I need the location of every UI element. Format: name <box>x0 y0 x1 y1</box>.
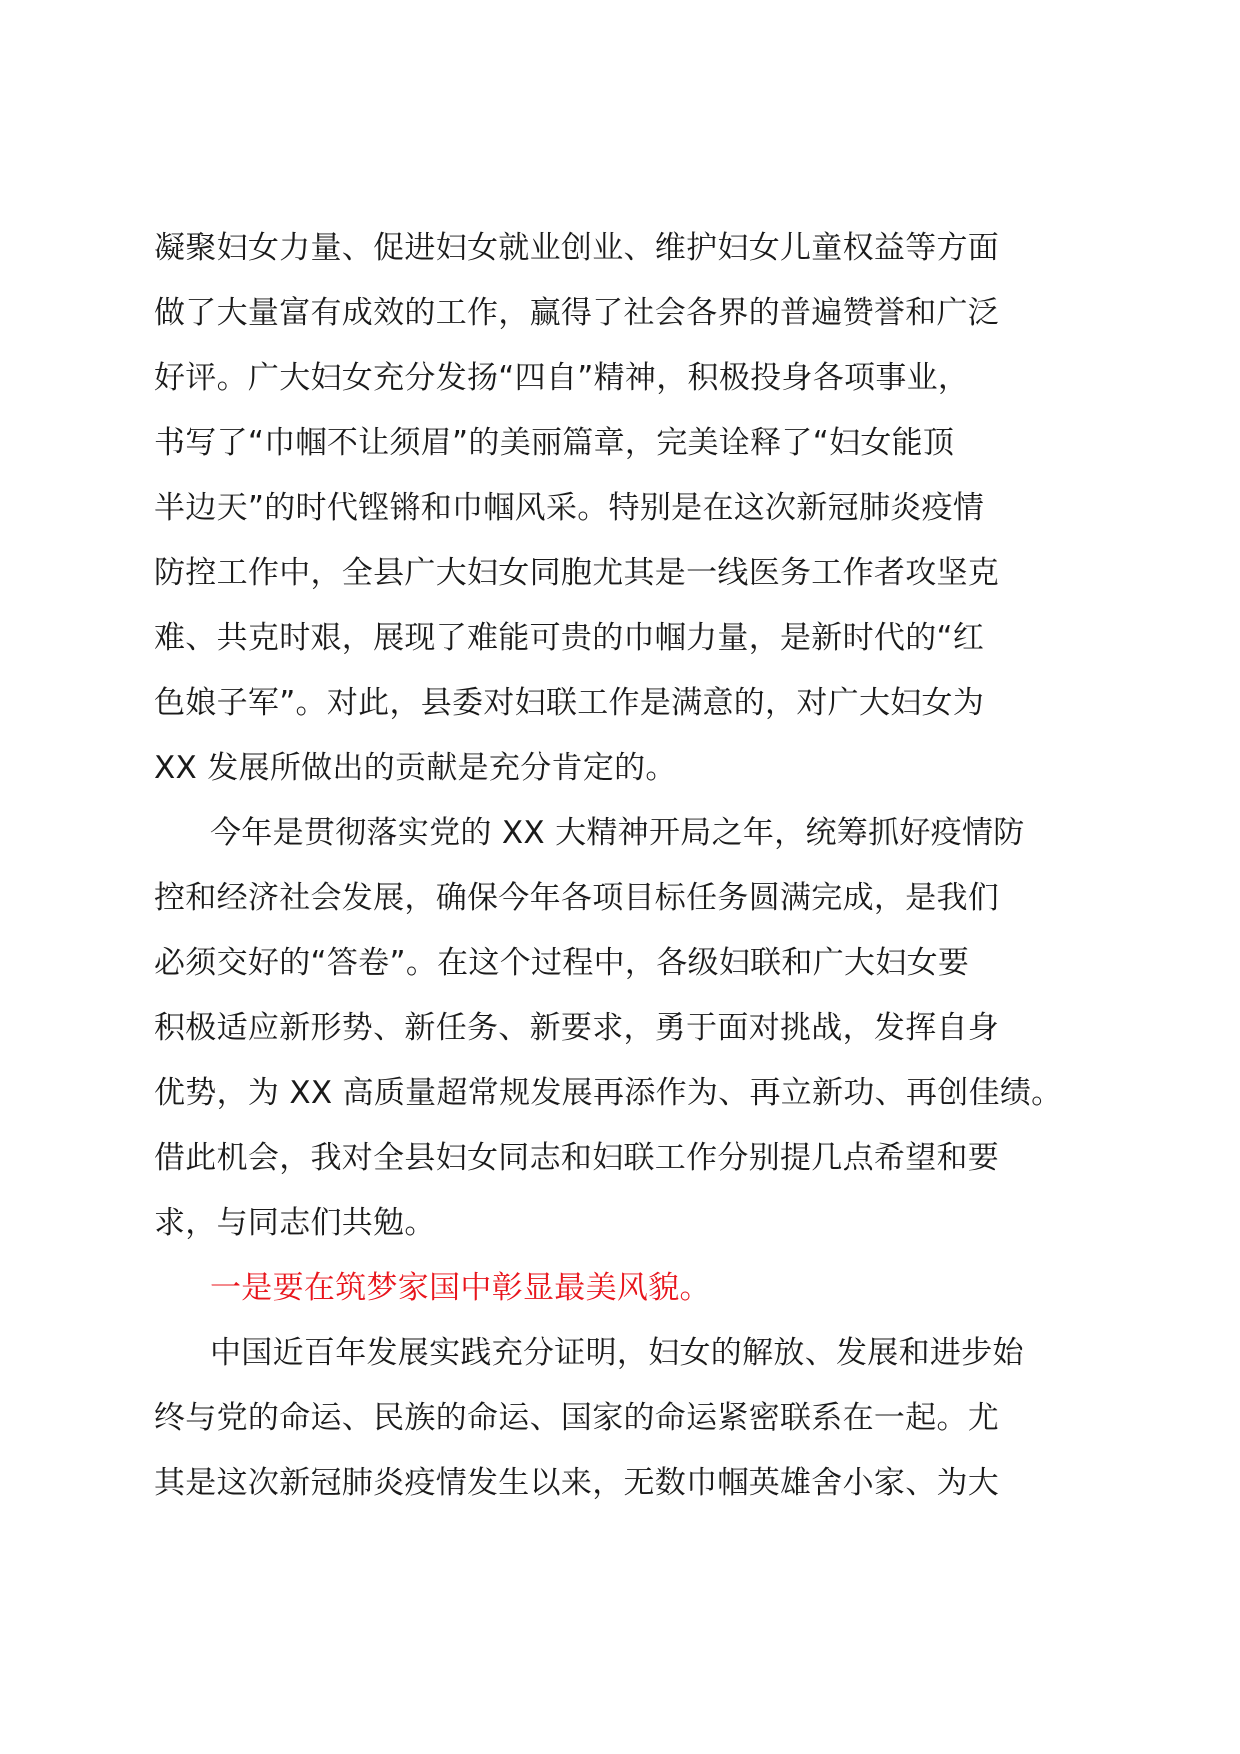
text-line: 积极适应新形势、新任务、新要求，勇于面对挑战，发挥自身 <box>154 1010 1000 1046</box>
text-line: 书写了“巾帼不让须眉”的美丽篇章，完美诠释了“妇女能顶 <box>154 425 955 461</box>
section-heading <box>154 1256 1074 1321</box>
paragraph-indented <box>154 801 1074 1256</box>
text-line: 中国近百年发展实践充分证明，妇女的解放、发展和进步始 <box>210 1335 1024 1371</box>
text-line: 借此机会，我对全县妇女同志和妇联工作分别提几点希望和要 <box>154 1140 1000 1176</box>
text-line: 控和经济社会发展，确保今年各项目标任务圆满完成，是我们 <box>154 880 1000 916</box>
heading-line: 一是要在筑梦家国中彰显最美风貌。 <box>210 1270 711 1306</box>
text-line: 难、共克时艰，展现了难能可贵的巾帼力量，是新时代的“红 <box>154 620 985 656</box>
text-line: 求，与同志们共勉。 <box>154 1205 436 1241</box>
text-line: 做了大量富有成效的工作，赢得了社会各界的普遍赞誉和广泛 <box>154 295 1000 331</box>
document-body <box>154 216 1074 1516</box>
text-line: XX 发展所做出的贡献是充分肯定的。 <box>154 750 677 786</box>
text-line: 今年是贯彻落实党的 XX 大精神开局之年，统筹抓好疫情防 <box>210 815 1025 851</box>
text-line: 其是这次新冠肺炎疫情发生以来，无数巾帼英雄舍小家、为大 <box>154 1465 1000 1501</box>
text-line: 半边天”的时代铿锵和巾帼风采。特别是在这次新冠肺炎疫情 <box>154 490 985 526</box>
paragraph-continuation <box>154 216 1074 801</box>
text-line: 必须交好的“答卷”。在这个过程中，各级妇联和广大妇女要 <box>154 945 970 981</box>
paragraph-indented <box>154 1321 1074 1516</box>
text-line: 防控工作中，全县广大妇女同胞尤其是一线医务工作者攻坚克 <box>154 555 1000 591</box>
text-line: 优势，为 XX 高质量超常规发展再添作为、再立新功、再创佳绩。 <box>154 1075 1063 1111</box>
text-line: 凝聚妇女力量、促进妇女就业创业、维护妇女儿童权益等方面 <box>154 230 1000 266</box>
text-line: 终与党的命运、民族的命运、国家的命运紧密联系在一起。尤 <box>154 1400 1000 1436</box>
text-line: 好评。广大妇女充分发扬“四自”精神，积极投身各项事业， <box>154 360 970 396</box>
text-line: 色娘子军”。对此，县委对妇联工作是满意的，对广大妇女为 <box>154 685 985 721</box>
